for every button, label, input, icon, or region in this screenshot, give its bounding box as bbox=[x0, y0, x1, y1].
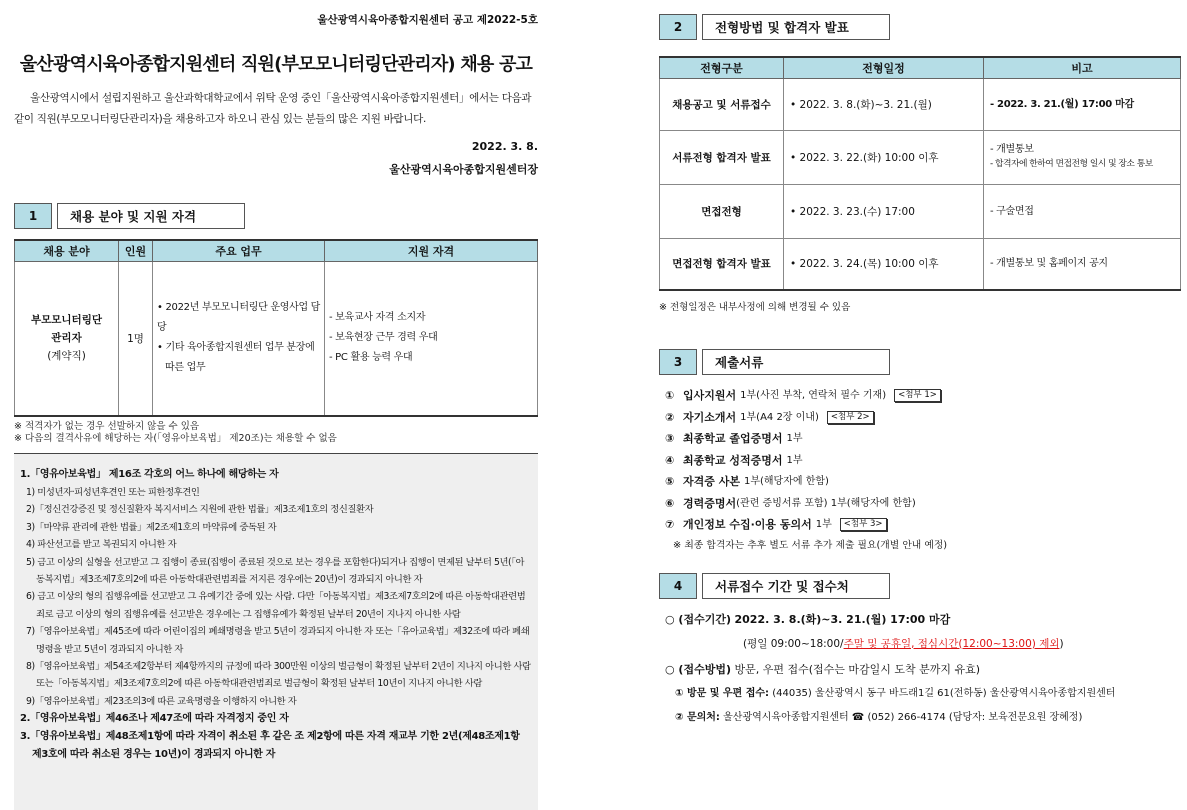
doc-name: 경력증명서 bbox=[683, 496, 737, 510]
document-item bbox=[665, 471, 1181, 493]
section1-notes bbox=[14, 421, 538, 445]
section3-header bbox=[659, 349, 1181, 375]
schedule-row bbox=[660, 130, 1181, 184]
col-stage: 전형구분 bbox=[660, 57, 784, 78]
remark-line: - 개별통보 및 홈페이지 공지 bbox=[990, 258, 1108, 270]
col-remark: 비고 bbox=[984, 57, 1181, 78]
stage-cell: 채용공고 및 서류접수 bbox=[660, 78, 784, 130]
intro-paragraph: 울산광역시에서 설립지원하고 울산과학대학교에서 위탁 운영 중인「울산광역시육아종합지원센터」에서는 다음과 같이 직원(부모모니터링단관리자)을 채용하고자 하오니 관심 있는 분들의 많은 지원 바랍니다. bbox=[14, 92, 532, 125]
remark-cell bbox=[984, 78, 1181, 130]
section2-title: 전형방법 및 합격자 발표 bbox=[702, 14, 890, 40]
field-line: 부모모니터링단 bbox=[30, 314, 102, 327]
document-item bbox=[665, 493, 1181, 515]
field-cell bbox=[15, 261, 119, 416]
doc-name: 입사지원서 bbox=[683, 389, 737, 402]
doc-desc: 1부 bbox=[786, 433, 803, 444]
col-count: 인원 bbox=[119, 240, 153, 261]
schedule-cell: • 2022. 3. 23.(수) 17:00 bbox=[784, 184, 984, 238]
col-field: 채용 분야 bbox=[15, 240, 119, 261]
section1-title: 채용 분야 및 지원 자격 bbox=[57, 203, 245, 229]
schedule-row bbox=[660, 78, 1181, 130]
disq-item: 4) 파산선고를 받고 복권되지 아니한 자 bbox=[26, 539, 177, 551]
disq-item: 7)「영유아보육법」제45조에 따라 어린이집의 폐쇄명령을 받고 5년이 경과되지 아니한 자 또는「유아교육법」제32조에 따라 폐쇄명령을 받고 5년이 경과되지 아니한 자 bbox=[26, 626, 530, 655]
visit-value: (44035) 울산광역시 동구 바드래1길 61(전하동) 울산광역시육아종합지원센터 bbox=[772, 687, 1116, 699]
document-item bbox=[665, 428, 1181, 450]
section4-header bbox=[659, 573, 1181, 599]
section1-header bbox=[14, 203, 538, 229]
period-label: ○ (접수기간) bbox=[665, 612, 731, 626]
qual-item: - PC 활용 능력 우대 bbox=[329, 352, 413, 364]
duties-cell bbox=[153, 261, 325, 416]
doc-number: ② bbox=[665, 410, 675, 424]
method-line bbox=[665, 657, 1181, 682]
document-item bbox=[665, 407, 1181, 429]
section2-number: 2 bbox=[659, 14, 697, 40]
disq-item: 3)「마약류 관리에 관한 법률」제2조제1호의 마약류에 중독된 자 bbox=[26, 521, 277, 533]
disq-item: 1) 미성년자·피성년후견인 또는 피한정후견인 bbox=[26, 487, 200, 498]
doc-desc: 1부(A4 2장 이내) bbox=[740, 411, 819, 423]
doc-desc: 1부 bbox=[815, 519, 832, 530]
doc-name: 최종학교 성적증명서 bbox=[683, 453, 783, 467]
hours-line bbox=[665, 632, 1181, 657]
doc-desc: 1부(해당자에 한함) bbox=[743, 476, 829, 487]
method-value: 방문, 우편 접수(접수는 마감일시 도착 분까지 유효) bbox=[734, 662, 981, 676]
remark-cell bbox=[984, 238, 1181, 290]
section3-title: 제출서류 bbox=[702, 349, 890, 375]
notice-date: 2022. 3. 8. bbox=[471, 140, 538, 153]
remark-cell bbox=[984, 130, 1181, 184]
stage-cell: 서류전형 합격자 발표 bbox=[660, 130, 784, 184]
duty-item: • 기타 육아종합지원센터 업무 분장에 bbox=[157, 342, 315, 354]
contact-label: ② 문의처: bbox=[675, 711, 720, 723]
schedule-row bbox=[660, 238, 1181, 290]
attachment-tag: <첨부 3> bbox=[840, 518, 887, 531]
visit-line bbox=[665, 682, 1181, 706]
section4-title: 서류접수 기간 및 접수처 bbox=[702, 573, 890, 599]
doc-name: 최종학교 졸업증명서 bbox=[683, 432, 783, 445]
doc-name: 자기소개서 bbox=[683, 410, 737, 424]
doc-number: ④ bbox=[665, 453, 675, 467]
left-column bbox=[14, 12, 538, 810]
section4-number: 4 bbox=[659, 573, 697, 599]
documents-note: ※ 최종 합격자는 추후 별도 서류 추가 제출 필요(개별 안내 예정) bbox=[673, 539, 948, 551]
schedule-note: ※ 전형일정은 내부사정에 의해 변경될 수 있음 bbox=[659, 302, 851, 313]
disq-item: 9)「영유아보육법」제23조의3에 따른 교육명령을 이행하지 아니한 자 bbox=[26, 695, 297, 707]
signature: 울산광역시육아종합지원센터장 bbox=[389, 163, 538, 176]
hours-prefix: (평일 09:00~18:00/ bbox=[743, 637, 844, 650]
right-column bbox=[659, 12, 1181, 730]
submission-info bbox=[659, 607, 1181, 730]
visit-label: ① 방문 및 우편 접수: bbox=[675, 687, 770, 699]
remark-cell bbox=[984, 184, 1181, 238]
document-item bbox=[665, 385, 1181, 407]
period-line bbox=[665, 607, 1181, 632]
disq-item: 8)「영유아보육법」제54조제2항부터 제4항까지의 규정에 따라 300만원 이상의 벌금형이 확정된 날부터 2년이 지나지 아니한 사람 또는「아동복지법」제3조제7호의2에 따른 아동학대관련범죄로 벌금형이 확정된 날부터 10년이 지나지 아니한 사람 bbox=[26, 661, 531, 690]
field-line: (계약직) bbox=[47, 350, 86, 363]
page-title: 울산광역시육아종합지원센터 직원(부모모니터링단관리자) 채용 공고 bbox=[19, 54, 533, 75]
disq-heading-3: 3.「영유아보육법」제48조제1항에 따라 자격이 취소된 후 같은 조 제2항에 따른 자격 재교부 기한 2년(제48조제1항 제3호에 따라 취소된 경우는 10년)이 경과되지 아니한 자 bbox=[20, 731, 520, 761]
section2-header bbox=[659, 14, 1181, 40]
schedule-table bbox=[659, 56, 1181, 291]
col-schedule: 전형일정 bbox=[784, 57, 984, 78]
quals-cell bbox=[325, 261, 538, 416]
disq-item: 5) 금고 이상의 실형을 선고받고 그 집행이 종료(집행이 종료된 것으로 보는 경우를 포함한다)되거나 집행이 면제된 날부터 5년(「아동복지법」제3조제7호의2에 따른 아동학대관련범죄를 저지른 경우에는 20년)이 경과되지 아니한 자 bbox=[26, 556, 525, 586]
disqualification-box bbox=[14, 453, 538, 810]
contact-line bbox=[665, 706, 1181, 730]
schedule-row bbox=[660, 184, 1181, 238]
recruit-table-header bbox=[15, 240, 538, 261]
section3-number: 3 bbox=[659, 349, 697, 375]
hours-excluded: 주말 및 공휴일, 점심시간(12:00~13:00) 제외 bbox=[843, 637, 1060, 650]
doc-number: ③ bbox=[665, 432, 675, 445]
stage-cell: 면접전형 합격자 발표 bbox=[660, 238, 784, 290]
qual-item: - 보육교사 자격 소지자 bbox=[329, 312, 426, 324]
col-duties: 주요 업무 bbox=[153, 240, 325, 261]
note-line: ※ 다음의 결격사유에 해당하는 자(「영유아보육법」 제20조)는 채용할 수 없음 bbox=[14, 433, 337, 444]
schedule-table-header bbox=[660, 57, 1181, 78]
stage-cell: 면접전형 bbox=[660, 184, 784, 238]
doc-desc: (관련 증빙서류 포함) 1부(해당자에 한함) bbox=[736, 497, 916, 509]
recruit-table bbox=[14, 239, 538, 417]
count-cell: 1명 bbox=[119, 261, 153, 416]
doc-number: ⑥ bbox=[665, 496, 675, 510]
doc-name: 개인정보 수집·이용 동의서 bbox=[683, 518, 812, 531]
remark-line: - 2022. 3. 21.(월) 17:00 마감 bbox=[990, 98, 1134, 110]
note-line: ※ 적격자가 없는 경우 선발하지 않을 수 있음 bbox=[14, 421, 200, 432]
attachment-tag: <첨부 1> bbox=[894, 389, 941, 402]
section1-number: 1 bbox=[14, 203, 52, 229]
schedule-cell: • 2022. 3. 22.(화) 10:00 이후 bbox=[784, 130, 984, 184]
notice-number: 울산광역시육아종합지원센터 공고 제2022-5호 bbox=[317, 14, 538, 26]
remark-line: - 합격자에 한하여 면접전형 일시 및 장소 통보 bbox=[990, 159, 1153, 169]
doc-name: 자격증 사본 bbox=[683, 475, 740, 488]
disq-item: 2)「정신건강증진 및 정신질환자 복지서비스 지원에 관한 법률」제3조제1호의 정신질환자 bbox=[26, 504, 374, 516]
schedule-cell: • 2022. 3. 8.(화)~3. 21.(월) bbox=[784, 78, 984, 130]
disq-item: 6) 금고 이상의 형의 집행유예를 선고받고 그 유예기간 중에 있는 사람. 다만「아동복지법」제3조제7호의2에 따른 아동학대관련범죄로 금고 이상의 형의 집행유예를 선고받은 경우에는 그 집행유예가 확정된 날부터 20년이 지나지 아니한 사람 bbox=[26, 591, 526, 620]
hours-suffix: ) bbox=[1059, 637, 1064, 650]
period-value: 2022. 3. 8.(화)~3. 21.(월) 17:00 마감 bbox=[734, 612, 951, 626]
method-label: ○ (접수방법) bbox=[665, 662, 731, 676]
qual-item: - 보육현장 근무 경력 우대 bbox=[329, 332, 438, 344]
remark-line: - 개별통보 bbox=[990, 144, 1034, 155]
col-quals: 지원 자격 bbox=[325, 240, 538, 261]
document-item bbox=[665, 514, 1181, 536]
schedule-cell: • 2022. 3. 24.(목) 10:00 이후 bbox=[784, 238, 984, 290]
duty-item: 따른 업무 bbox=[165, 362, 206, 374]
contact-value: 울산광역시육아종합지원센터 ☎ (052) 266-4174 (담당자: 보육전문요원 장혜정) bbox=[723, 711, 1083, 723]
duty-item: • 2022년 부모모니터링단 운영사업 담당 bbox=[157, 302, 321, 334]
recruit-table-row bbox=[15, 261, 538, 416]
documents-list bbox=[659, 385, 1181, 551]
doc-number: ① bbox=[665, 389, 675, 402]
field-line: 관리자 bbox=[51, 332, 82, 345]
attachment-tag: <첨부 2> bbox=[827, 411, 874, 424]
doc-number: ⑤ bbox=[665, 475, 675, 488]
remark-line: - 구술면접 bbox=[990, 205, 1034, 217]
doc-desc: 1부 bbox=[786, 454, 803, 466]
doc-number: ⑦ bbox=[665, 518, 675, 531]
disq-heading-1: 1.「영유아보육법」 제16조 각호의 어느 하나에 해당하는 자 bbox=[20, 469, 279, 480]
disq-heading-2: 2.「영유아보육법」제46조나 제47조에 따라 자격정지 중인 자 bbox=[20, 713, 289, 725]
doc-desc: 1부(사진 부착, 연락처 필수 기재) bbox=[740, 390, 887, 401]
document-item bbox=[665, 450, 1181, 472]
